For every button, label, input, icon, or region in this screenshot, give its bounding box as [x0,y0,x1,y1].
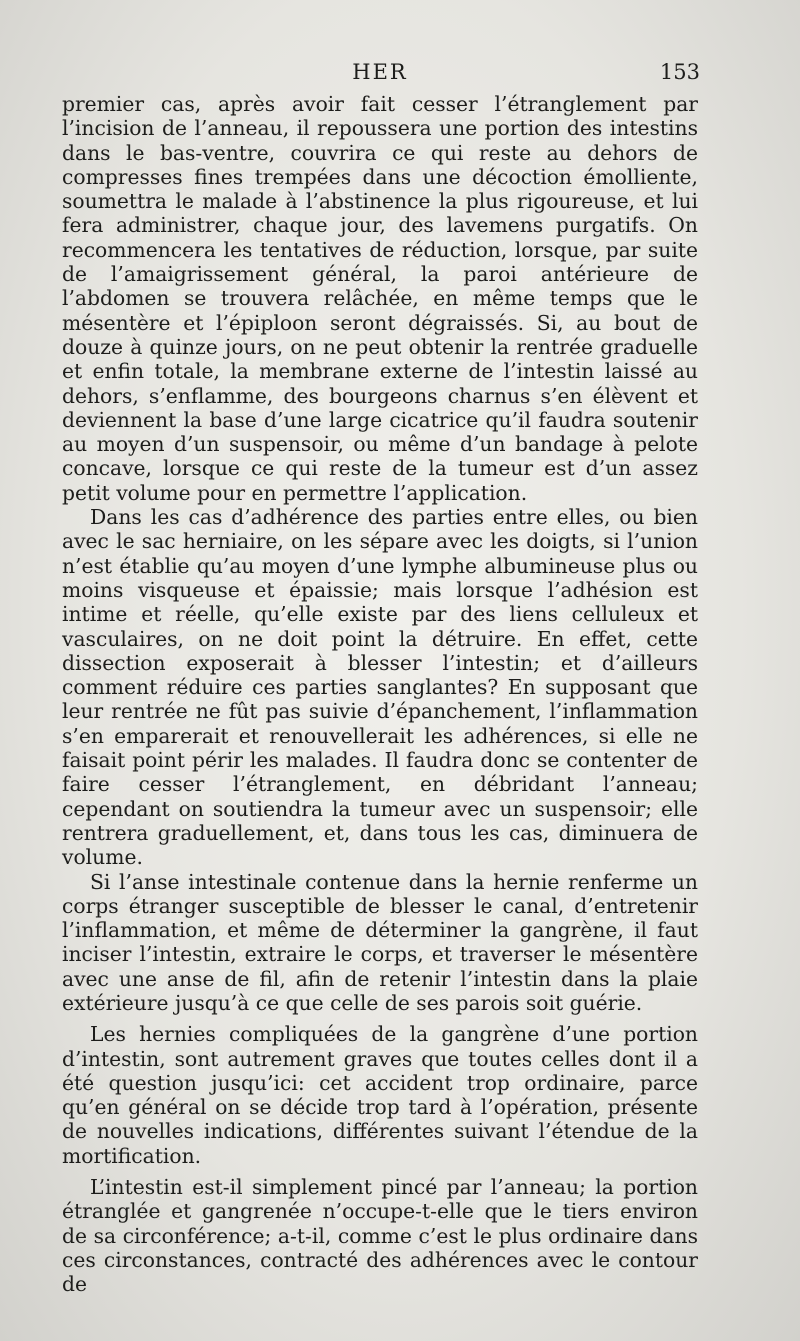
paragraph: Si l’anse intestinale contenue dans la hernie renferme un corps étranger susceptible de blesser le canal, d’entretenir l’inflammation, et même de déterminer la gangrène, il faut inciser l’intestin, extraire le corps, et traverser le mésentère avec une anse de fil, afin de retenir l’intestin dans la plaie extérieure jusqu’à ce que celle de ses parois soit guérie. [62,869,698,1015]
body-text [62,92,698,1297]
page-header [60,60,700,94]
paragraph: Dans les cas d’adhérence des parties entre elles, ou bien avec le sac herniaire, on les sépare avec les doigts, si l’union n’est établie qu’au moyen d’une lymphe albumineuse plus ou moins visqueuse et épaissie; mais lorsque l’adhésion est intime et réelle, qu’elle existe par des liens celluleux et vasculaires, on ne doit point la détruire. En effet, cette dissection exposerait à blesser l’intestin; et d’ailleurs comment réduire ces parties sanglantes? En supposant que leur rentrée ne fût pas suivie d’épanchement, l’inflammation s’en emparerait et renouvellerait les adhérences, si elle ne faisait point périr les malades. Il faudra donc se contenter de faire cesser l’étranglement, en débridant l’anneau; cependant on soutiendra la tumeur avec un suspensoir; elle rentrera graduellement, et, dans tous les cas, diminuera de volume. [62,505,698,870]
page-number: 153 [659,60,700,84]
running-head: HER [352,60,408,84]
paragraph: premier cas, après avoir fait cesser l’étranglement par l’incision de l’anneau, il repoussera une portion des intestins dans le bas-ventre, couvrira ce qui reste au dehors de compresses fines trempées dans une décoction émolliente, soumettra le malade à l’abstinence la plus rigoureuse, et lui fera administrer, chaque jour, des lavemens purgatifs. On recommencera les tentatives de réduction, lorsque, par suite de l’amaigrissement général, la paroi antérieure de l’abdomen se trouvera relâchée, en même temps que le mésentère et l’épiploon seront dégraissés. Si, au bout de douze à quinze jours, on ne peut obtenir la rentrée graduelle et enfin totale, la membrane externe de l’intestin laissé au dehors, s’enflamme, des bourgeons charnus s’en élèvent et deviennent la base d’une large cicatrice qu’il faudra soutenir au moyen d’un suspensoir, ou même d’un bandage à pelote concave, lorsque ce qui reste de la tumeur est d’un assez petit volume pour en permettre l’application. [62,92,698,505]
paragraph: Les hernies compliquées de la gangrène d’une portion d’intestin, sont autrement graves que toutes celles dont il a été question jusqu’ici: cet accident trop ordinaire, parce qu’en général on se décide trop tard à l’opération, présente de nouvelles indications, différentes suivant l’étendue de la mortification. [62,1022,698,1168]
paragraph: L’intestin est-il simplement pincé par l’anneau; la portion étranglée et gangrenée n’occupe-t-elle que le tiers environ de sa circonférence; a-t-il, comme c’est le plus ordinaire dans ces circonstances, contracté des adhérences avec le contour de [62,1175,698,1297]
